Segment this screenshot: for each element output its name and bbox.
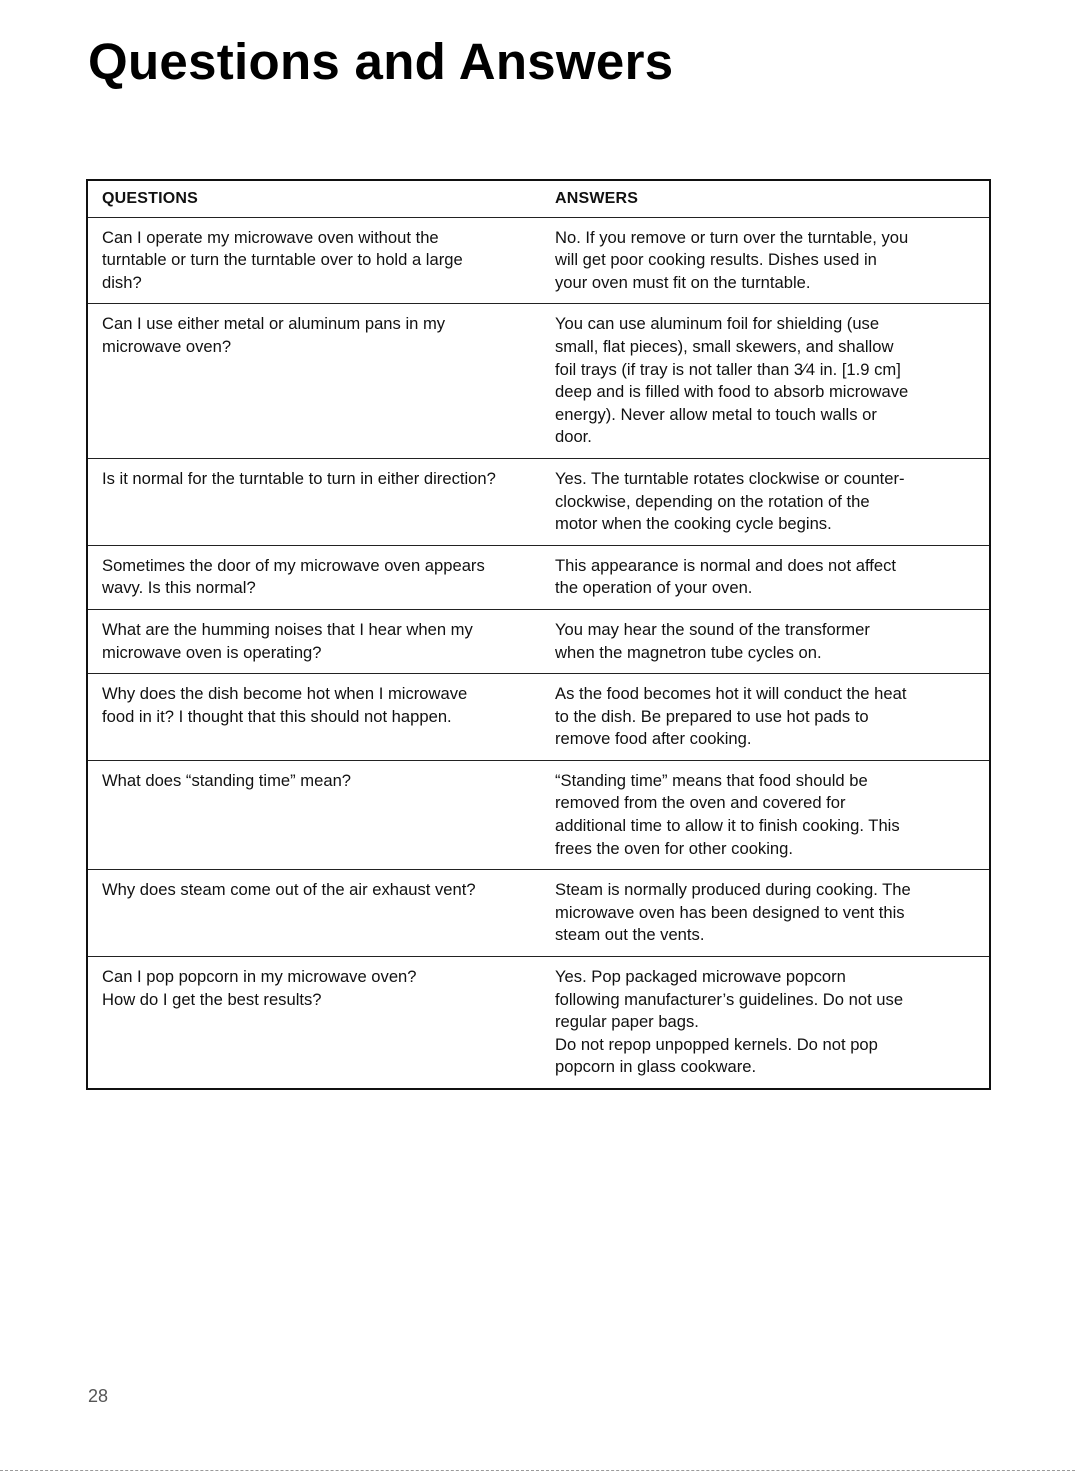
table-row xyxy=(88,673,989,760)
table-row xyxy=(88,458,989,545)
table-row xyxy=(88,303,989,458)
question-cell: Is it normal for the turntable to turn in either direction? xyxy=(102,468,496,488)
page-bottom-divider xyxy=(0,1470,1075,1471)
answer-cell: Yes. The turntable rotates clockwise or counter- clockwise, depending on the rotation of the motor when the cooking cycle begins. xyxy=(555,468,905,534)
page-number: 28 xyxy=(88,1386,109,1406)
answer-cell: “Standing time” means that food should be removed from the oven and covered for additional time to allow it to finish cooking. This frees the oven for other cooking. xyxy=(555,770,900,858)
questions-column-header: QUESTIONS xyxy=(102,190,199,207)
answer-cell: As the food becomes hot it will conduct the heat to the dish. Be prepared to use hot pads to remove food after cooking. xyxy=(555,684,907,749)
question-cell: Can I pop popcorn in my microwave oven? How do I get the best results? xyxy=(102,967,417,1009)
qa-table xyxy=(86,179,991,1090)
question-cell: Why does the dish become hot when I microwave food in it? I thought that this should not happen. xyxy=(102,684,468,726)
answer-cell: You can use aluminum foil for shielding (use small, flat pieces), small skewers, and shallow foil trays (if tray is not taller than 3⁄4 in. [1.9 cm] deep and is filled with food to absorb microwave energy). Never allow metal to touch walls or door. xyxy=(555,314,909,447)
table-row xyxy=(88,609,989,673)
answer-cell: Steam is normally produced during cooking. The microwave oven has been designed to vent this steam out the vents. xyxy=(555,880,911,945)
table-row xyxy=(88,217,989,304)
question-cell: What are the humming noises that I hear when my microwave oven is operating? xyxy=(102,619,473,662)
table-row xyxy=(88,545,989,609)
question-cell: What does “standing time” mean? xyxy=(102,770,352,790)
table-header-row xyxy=(88,181,989,217)
question-cell: Why does steam come out of the air exhaust vent? xyxy=(102,880,476,900)
answer-cell: This appearance is normal and does not affect the operation of your oven. xyxy=(555,555,896,598)
page-title: Questions and Answers xyxy=(88,33,674,90)
question-cell: Can I operate my microwave oven without the turntable or turn the turntable over to hold a large dish? xyxy=(102,227,463,292)
table-row xyxy=(88,956,989,1088)
table-row xyxy=(88,869,989,956)
answers-column-header: ANSWERS xyxy=(555,190,639,207)
table-row xyxy=(88,760,989,869)
answer-cell: No. If you remove or turn over the turntable, you will get poor cooking results. Dishes used in your oven must fit on the turntable. xyxy=(555,227,909,292)
answer-cell: You may hear the sound of the transformer when the magnetron tube cycles on. xyxy=(555,619,870,662)
question-cell: Sometimes the door of my microwave oven appears wavy. Is this normal? xyxy=(102,555,485,598)
answer-cell: Yes. Pop packaged microwave popcorn following manufacturer’s guidelines. Do not use regular paper bags. Do not repop unpopped kernels. Do not pop popcorn in glass cookware. xyxy=(555,967,904,1077)
question-cell: Can I use either metal or aluminum pans in my microwave oven? xyxy=(102,314,446,356)
